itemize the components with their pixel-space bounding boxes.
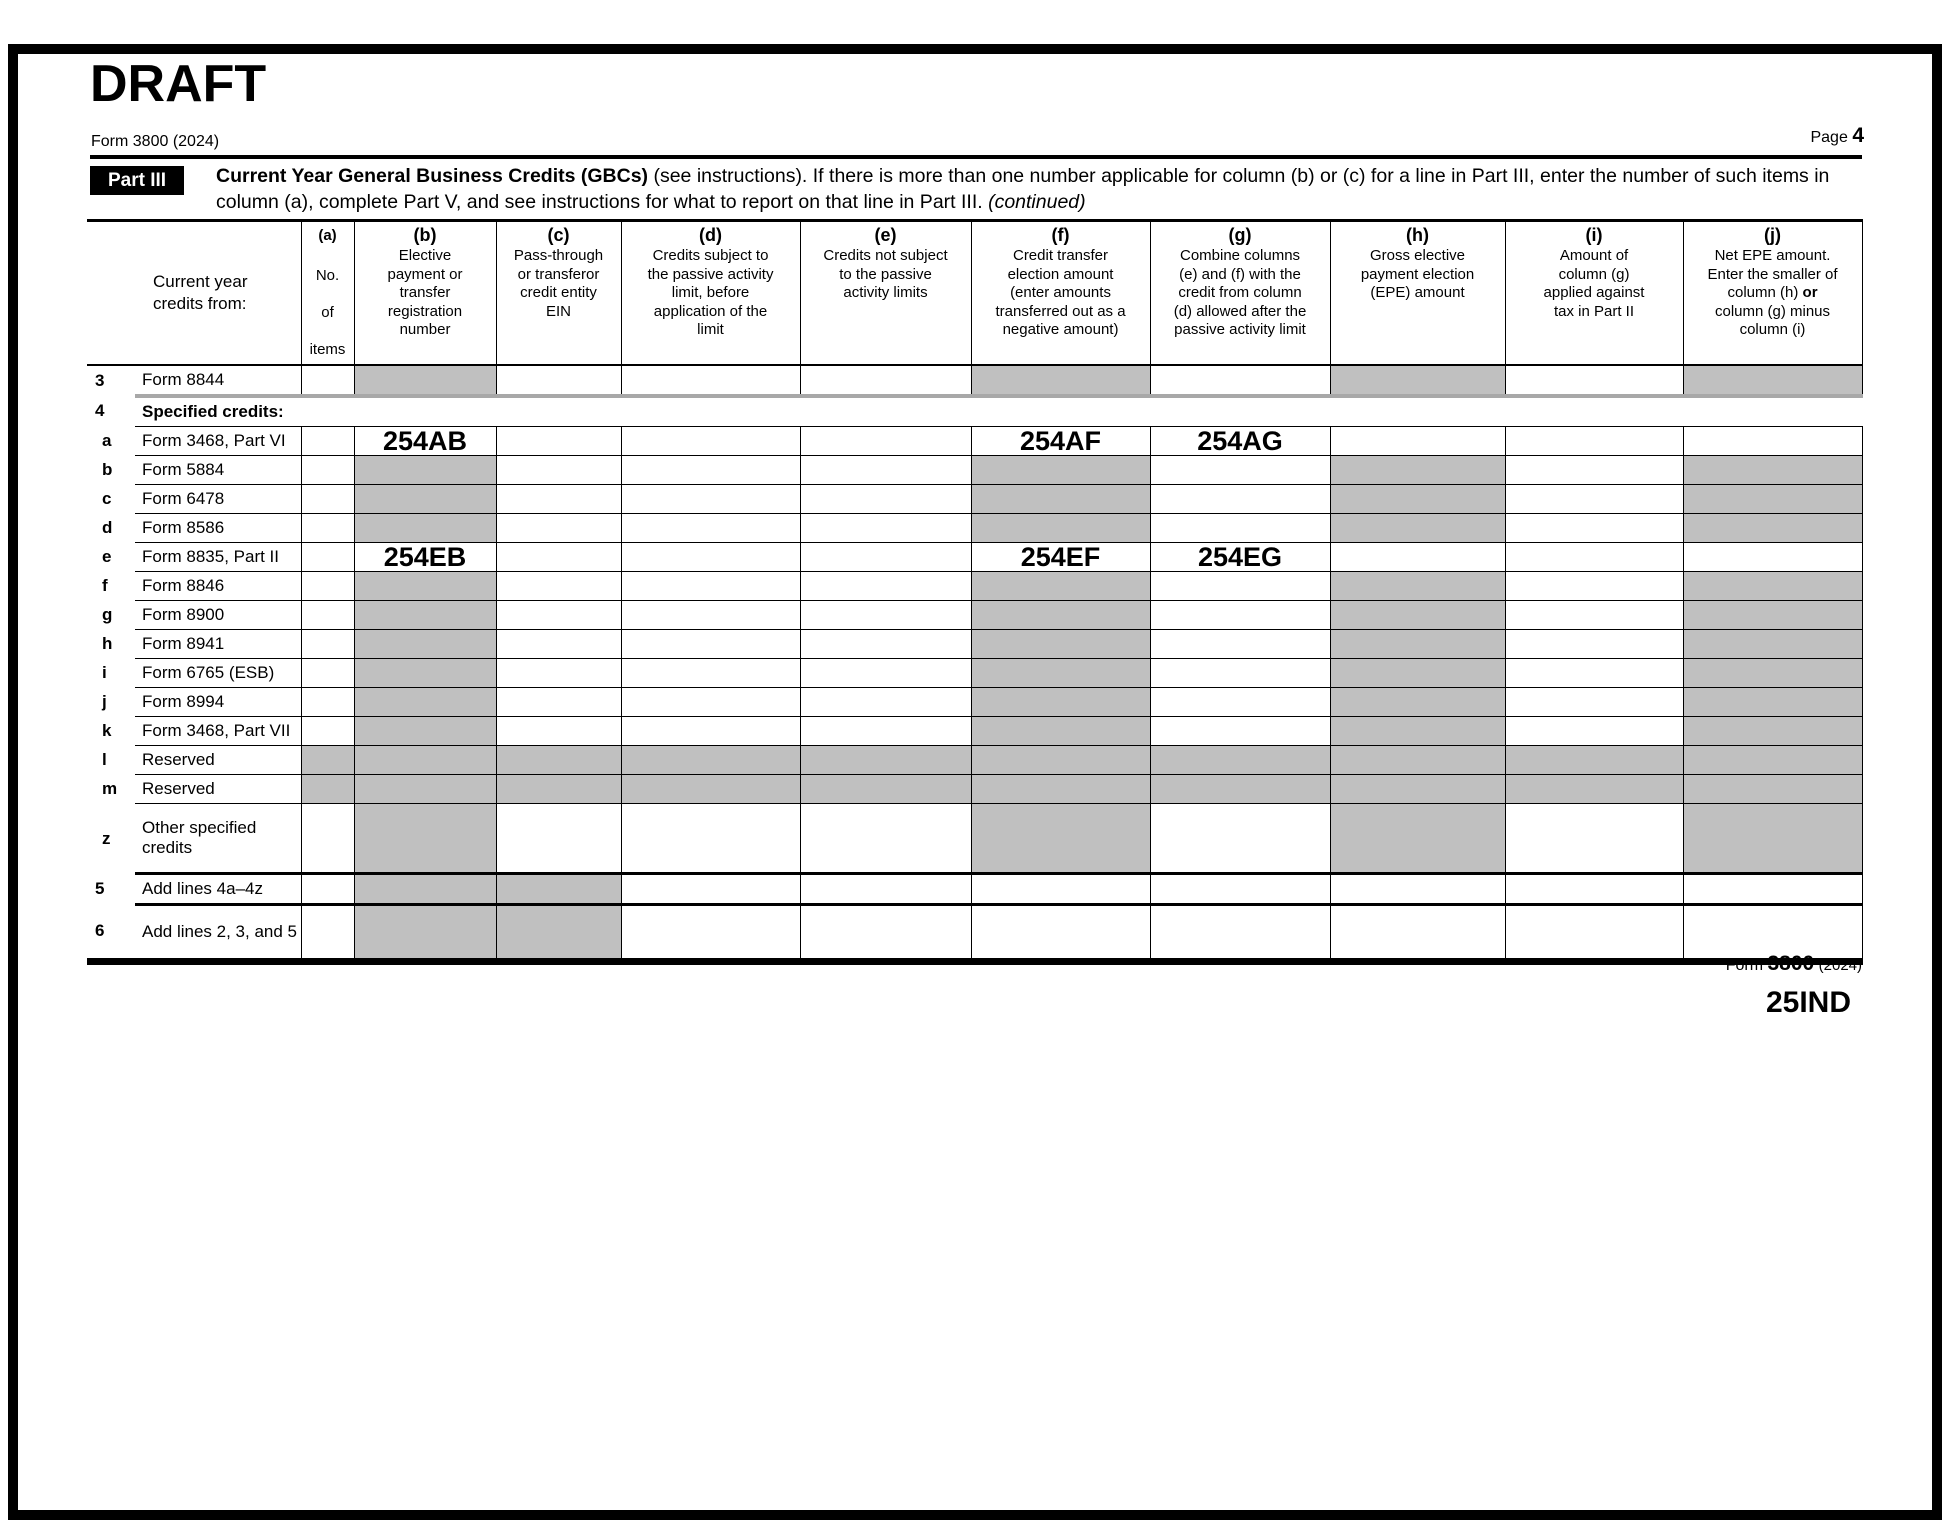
entry-code-value: 254EB	[383, 541, 467, 572]
entry-code-value: 254EG	[1197, 541, 1283, 572]
cell-i-g	[1150, 659, 1330, 688]
line-number: 4	[95, 401, 105, 421]
cell-e-d	[621, 543, 800, 572]
cell-d-j	[1683, 514, 1862, 543]
cell-k-f	[971, 717, 1150, 746]
cell-e-c	[496, 543, 621, 572]
cell-h-d	[621, 630, 800, 659]
credits-table	[87, 219, 1863, 965]
cell-z-j	[1683, 804, 1862, 874]
cell-l-g	[1150, 746, 1330, 775]
cell-m-e	[800, 775, 971, 804]
cell-a-g	[1150, 427, 1330, 456]
row-label: Form 5884	[135, 456, 301, 485]
cell-3-b	[354, 365, 496, 396]
column-header-b: (b) Elective payment or transfer registration number	[354, 221, 496, 366]
cell-m-j	[1683, 775, 1862, 804]
cell-6-a	[301, 905, 354, 962]
cell-m-h	[1330, 775, 1505, 804]
cell-i-d	[621, 659, 800, 688]
cell-f-j	[1683, 572, 1862, 601]
cell-h-h	[1330, 630, 1505, 659]
cell-b-d	[621, 456, 800, 485]
row-d	[87, 514, 1862, 543]
cell-k-g	[1150, 717, 1330, 746]
part-title-bold: Current Year General Business Credits (GBCs)	[216, 165, 649, 187]
cell-6-g	[1150, 905, 1330, 962]
line-number: z	[102, 828, 111, 848]
cell-j-f	[971, 688, 1150, 717]
cell-d-d	[621, 514, 800, 543]
line-number: j	[102, 692, 107, 711]
cell-5-a	[301, 874, 354, 905]
page-number-value: 4	[1852, 124, 1864, 147]
row-label: Form 8846	[135, 572, 301, 601]
line-number: i	[102, 663, 107, 682]
column-header-a: (a) No. of items	[301, 221, 354, 366]
cell-5-j	[1683, 874, 1862, 905]
row-label: Reserved	[135, 775, 301, 804]
cell-z-f	[971, 804, 1150, 874]
cell-j-g	[1150, 688, 1330, 717]
cell-f-g	[1150, 572, 1330, 601]
row-label: Form 8941	[135, 630, 301, 659]
cell-z-a	[301, 804, 354, 874]
row-label: Form 8844	[135, 365, 301, 396]
cell-b-e	[800, 456, 971, 485]
cell-5-f	[971, 874, 1150, 905]
cell-h-f	[971, 630, 1150, 659]
part-iii-badge: Part III	[90, 166, 184, 195]
cell-d-b	[354, 514, 496, 543]
cell-k-i	[1505, 717, 1683, 746]
column-header-d: (d) Credits subject to the passive activity limit, before application of the limit	[621, 221, 800, 366]
cell-l-f	[971, 746, 1150, 775]
cell-a-b	[354, 427, 496, 456]
part-iii-grid	[87, 219, 1863, 965]
cell-5-g	[1150, 874, 1330, 905]
cell-c-f	[971, 485, 1150, 514]
page-number	[1810, 124, 1864, 148]
cell-g-a	[301, 601, 354, 630]
line-number: f	[102, 576, 108, 595]
line-number: e	[102, 547, 112, 566]
cell-e-a	[301, 543, 354, 572]
cell-k-j	[1683, 717, 1862, 746]
cell-m-d	[621, 775, 800, 804]
cell-k-e	[800, 717, 971, 746]
section-label: Specified credits:	[135, 396, 1862, 427]
row-label: Form 8835, Part II	[135, 543, 301, 572]
row-label: Form 8586	[135, 514, 301, 543]
column-header-j: (j) Net EPE amount. Enter the smaller of column (h) or column (g) minus column (i)	[1683, 221, 1862, 366]
cell-e-h	[1330, 543, 1505, 572]
cell-3-c	[496, 365, 621, 396]
cell-h-j	[1683, 630, 1862, 659]
draft-catalog-code: 25IND	[1765, 986, 1851, 1019]
cell-c-j	[1683, 485, 1862, 514]
cell-k-a	[301, 717, 354, 746]
row-label: Add lines 2, 3, and 5	[135, 905, 301, 962]
cell-a-e	[800, 427, 971, 456]
cell-5-b	[354, 874, 496, 905]
cell-f-b	[354, 572, 496, 601]
cell-d-i	[1505, 514, 1683, 543]
line-number: 5	[95, 879, 105, 898]
cell-5-i	[1505, 874, 1683, 905]
cell-h-b	[354, 630, 496, 659]
cell-c-i	[1505, 485, 1683, 514]
row-label: Form 6478	[135, 485, 301, 514]
cell-5-d	[621, 874, 800, 905]
cell-k-c	[496, 717, 621, 746]
cell-j-a	[301, 688, 354, 717]
footer-form-year: (2024)	[1818, 957, 1862, 974]
cell-5-h	[1330, 874, 1505, 905]
cell-l-j	[1683, 746, 1862, 775]
cell-d-e	[800, 514, 971, 543]
column-header-g: (g) Combine columns (e) and (f) with the credit from column (d) allowed after the passive activity limit	[1150, 221, 1330, 366]
column-header-current-year-credits-from: Current year credits from:	[87, 221, 301, 366]
footer-form-id	[1726, 952, 1862, 976]
cell-a-c	[496, 427, 621, 456]
cell-e-j	[1683, 543, 1862, 572]
row-j	[87, 688, 1862, 717]
cell-6-e	[800, 905, 971, 962]
cell-m-c	[496, 775, 621, 804]
entry-code-value: 254AF	[1019, 425, 1102, 456]
cell-i-h	[1330, 659, 1505, 688]
cell-e-i	[1505, 543, 1683, 572]
cell-g-e	[800, 601, 971, 630]
cell-b-g	[1150, 456, 1330, 485]
cell-c-e	[800, 485, 971, 514]
cell-d-f	[971, 514, 1150, 543]
cell-3-g	[1150, 365, 1330, 396]
cell-e-g	[1150, 543, 1330, 572]
cell-e-e	[800, 543, 971, 572]
cell-6-f	[971, 905, 1150, 962]
cell-i-c	[496, 659, 621, 688]
cell-6-h	[1330, 905, 1505, 962]
cell-c-d	[621, 485, 800, 514]
cell-m-i	[1505, 775, 1683, 804]
cell-f-c	[496, 572, 621, 601]
row-z	[87, 804, 1862, 874]
cell-z-g	[1150, 804, 1330, 874]
cell-k-h	[1330, 717, 1505, 746]
cell-i-a	[301, 659, 354, 688]
row-b	[87, 456, 1862, 485]
cell-k-d	[621, 717, 800, 746]
line-number: g	[102, 605, 113, 624]
cell-3-f	[971, 365, 1150, 396]
row-label: Form 6765 (ESB)	[135, 659, 301, 688]
line-number: a	[102, 431, 112, 450]
row-3	[87, 365, 1862, 396]
row-4	[87, 396, 1862, 427]
cell-j-c	[496, 688, 621, 717]
cell-h-a	[301, 630, 354, 659]
cell-g-d	[621, 601, 800, 630]
row-6	[87, 905, 1862, 962]
cell-b-c	[496, 456, 621, 485]
cell-c-c	[496, 485, 621, 514]
cell-j-d	[621, 688, 800, 717]
cell-d-h	[1330, 514, 1505, 543]
cell-l-i	[1505, 746, 1683, 775]
part-iii-title	[216, 163, 1864, 215]
cell-3-a	[301, 365, 354, 396]
cell-h-e	[800, 630, 971, 659]
cell-b-a	[301, 456, 354, 485]
part-iii-header	[90, 163, 1862, 221]
cell-d-g	[1150, 514, 1330, 543]
row-label: Reserved	[135, 746, 301, 775]
cell-z-e	[800, 804, 971, 874]
cell-b-i	[1505, 456, 1683, 485]
row-f	[87, 572, 1862, 601]
cell-i-j	[1683, 659, 1862, 688]
cell-6-d	[621, 905, 800, 962]
cell-h-g	[1150, 630, 1330, 659]
cell-i-i	[1505, 659, 1683, 688]
column-header-e: (e) Credits not subject to the passive activity limits	[800, 221, 971, 366]
cell-m-b	[354, 775, 496, 804]
cell-3-h	[1330, 365, 1505, 396]
cell-g-b	[354, 601, 496, 630]
cell-f-h	[1330, 572, 1505, 601]
cell-c-a	[301, 485, 354, 514]
footer-form-number: 3800	[1767, 952, 1815, 975]
form-id-header: Form 3800 (2024)	[91, 133, 220, 150]
entry-code-value: 254AB	[382, 425, 468, 456]
cell-3-d	[621, 365, 800, 396]
cell-a-f	[971, 427, 1150, 456]
cell-e-f	[971, 543, 1150, 572]
cell-e-b	[354, 543, 496, 572]
line-number: d	[102, 518, 113, 537]
table-body	[87, 365, 1862, 962]
cell-h-i	[1505, 630, 1683, 659]
row-e	[87, 543, 1862, 572]
cell-j-j	[1683, 688, 1862, 717]
line-number: b	[102, 460, 113, 479]
cell-c-b	[354, 485, 496, 514]
page-label: Page	[1810, 129, 1848, 146]
line-number: 6	[87, 905, 135, 962]
cell-l-c	[496, 746, 621, 775]
row-h	[87, 630, 1862, 659]
column-header-c: (c) Pass-through or transferor credit entity EIN	[496, 221, 621, 366]
table-header	[87, 221, 1862, 366]
row-label: Form 3468, Part VI	[135, 427, 301, 456]
row-l	[87, 746, 1862, 775]
cell-j-h	[1330, 688, 1505, 717]
cell-b-f	[971, 456, 1150, 485]
cell-d-c	[496, 514, 621, 543]
cell-z-c	[496, 804, 621, 874]
cell-g-f	[971, 601, 1150, 630]
cell-5-c	[496, 874, 621, 905]
cell-3-j	[1683, 365, 1862, 396]
cell-a-i	[1505, 427, 1683, 456]
column-header-h: (h) Gross elective payment election (EPE) amount	[1330, 221, 1505, 366]
cell-z-b	[354, 804, 496, 874]
cell-d-a	[301, 514, 354, 543]
cell-a-h	[1330, 427, 1505, 456]
cell-j-e	[800, 688, 971, 717]
cell-l-e	[800, 746, 971, 775]
column-header-i: (i) Amount of column (g) applied against tax in Part II	[1505, 221, 1683, 366]
line-number: m	[102, 779, 118, 798]
cell-m-a	[301, 775, 354, 804]
cell-c-g	[1150, 485, 1330, 514]
cell-a-a	[301, 427, 354, 456]
row-5	[87, 874, 1862, 905]
cell-i-e	[800, 659, 971, 688]
cell-l-b	[354, 746, 496, 775]
line-number: c	[102, 489, 112, 508]
row-label: Form 8900	[135, 601, 301, 630]
cell-c-h	[1330, 485, 1505, 514]
row-c	[87, 485, 1862, 514]
line-number: k	[102, 721, 112, 740]
cell-g-g	[1150, 601, 1330, 630]
draft-watermark: DRAFT	[90, 55, 267, 113]
cell-j-i	[1505, 688, 1683, 717]
row-i	[87, 659, 1862, 688]
row-label: Add lines 4a–4z	[135, 874, 301, 905]
line-number: l	[102, 750, 107, 769]
cell-a-d	[621, 427, 800, 456]
cell-a-j	[1683, 427, 1862, 456]
cell-b-j	[1683, 456, 1862, 485]
entry-code-value: 254AG	[1197, 425, 1283, 456]
cell-i-b	[354, 659, 496, 688]
part-title-continued: (continued)	[988, 191, 1086, 213]
cell-j-b	[354, 688, 496, 717]
cell-m-g	[1150, 775, 1330, 804]
row-k	[87, 717, 1862, 746]
cell-f-d	[621, 572, 800, 601]
row-label: Form 8994	[135, 688, 301, 717]
cell-6-c	[496, 905, 621, 962]
cell-f-e	[800, 572, 971, 601]
cell-f-a	[301, 572, 354, 601]
cell-g-h	[1330, 601, 1505, 630]
cell-6-b	[354, 905, 496, 962]
line-number: 3	[95, 371, 105, 390]
cell-h-c	[496, 630, 621, 659]
cell-l-h	[1330, 746, 1505, 775]
cell-l-d	[621, 746, 800, 775]
row-label: Other specified credits	[135, 804, 301, 874]
cell-g-i	[1505, 601, 1683, 630]
row-label: Form 3468, Part VII	[135, 717, 301, 746]
row-a	[87, 427, 1862, 456]
cell-5-e	[800, 874, 971, 905]
cell-k-b	[354, 717, 496, 746]
cell-b-b	[354, 456, 496, 485]
cell-z-h	[1330, 804, 1505, 874]
cell-m-f	[971, 775, 1150, 804]
row-m	[87, 775, 1862, 804]
cell-i-f	[971, 659, 1150, 688]
cell-3-e	[800, 365, 971, 396]
entry-code-value: 254EF	[1020, 541, 1101, 572]
cell-f-f	[971, 572, 1150, 601]
cell-l-a	[301, 746, 354, 775]
header-rule	[90, 155, 1862, 159]
cell-z-d	[621, 804, 800, 874]
cell-g-c	[496, 601, 621, 630]
row-g	[87, 601, 1862, 630]
column-header-f: (f) Credit transfer election amount (enter amounts transferred out as a negative amount)	[971, 221, 1150, 366]
cell-b-h	[1330, 456, 1505, 485]
cell-3-i	[1505, 365, 1683, 396]
cell-g-j	[1683, 601, 1862, 630]
cell-f-i	[1505, 572, 1683, 601]
line-number: h	[102, 634, 113, 653]
cell-6-i	[1505, 905, 1683, 962]
footer-form-word: Form	[1725, 957, 1764, 974]
part-title-text: (see instructions). If there is more than one number applicable for column (b) or (c) for a line in Part III, enter the number of such items in column (a), complete Part V, and see instructions for what to report on that line in Part III.	[216, 165, 1830, 213]
cell-z-i	[1505, 804, 1683, 874]
